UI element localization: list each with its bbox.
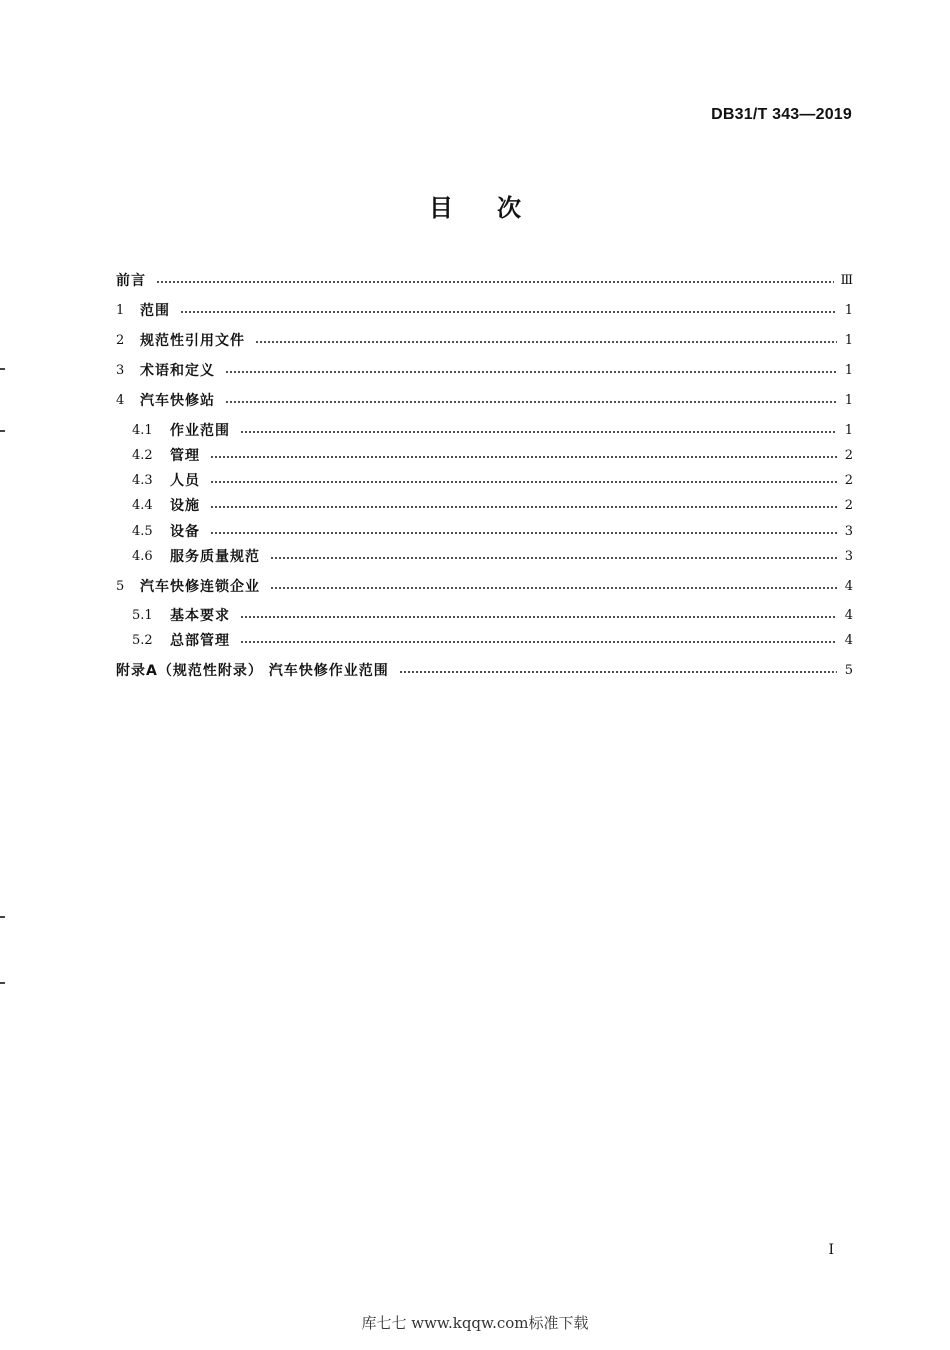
scan-margin-mark (0, 368, 5, 370)
toc-page: 3 (844, 523, 853, 539)
toc-entry-5-2[interactable] (132, 629, 853, 651)
toc-number: 5.2 (132, 632, 153, 648)
dot-leader (180, 311, 837, 313)
toc-label: 作业范围 (170, 423, 230, 439)
toc-number: 3 (116, 362, 125, 378)
toc-page: 1 (844, 302, 853, 318)
dot-leader (255, 341, 837, 343)
toc-label: 基本要求 (170, 608, 230, 624)
scan-margin-mark (0, 982, 5, 984)
toc-number: 2 (116, 332, 125, 348)
toc-page: 1 (844, 392, 853, 408)
dot-leader (156, 281, 834, 283)
toc-page: 1 (844, 422, 853, 438)
toc-number: 4.3 (132, 472, 153, 488)
toc-entry-5[interactable] (116, 575, 853, 597)
toc-label: 人员 (170, 473, 200, 489)
toc-number: 4.2 (132, 447, 153, 463)
toc-entry-1[interactable] (116, 299, 853, 321)
toc-label: 设施 (170, 498, 200, 514)
toc-entry-4-2[interactable] (132, 444, 853, 466)
toc-label: 服务质量规范 (170, 549, 260, 565)
toc-label: 附录A（规范性附录） 汽车快修作业范围 (116, 663, 389, 679)
toc-entry-2[interactable] (116, 329, 853, 351)
scan-margin-mark (0, 916, 5, 918)
toc-entry-4-4[interactable] (132, 494, 853, 516)
toc-number: 4.1 (132, 422, 153, 438)
toc-entry-foreword[interactable] (116, 269, 853, 291)
toc-entry-4-6[interactable] (132, 545, 853, 567)
toc-page: 3 (844, 548, 853, 564)
toc-number: 4 (116, 392, 125, 408)
toc-number: 4.4 (132, 497, 153, 513)
toc-entry-4[interactable] (116, 389, 853, 411)
toc-page: 4 (844, 632, 853, 648)
dot-leader (210, 481, 837, 483)
toc-page: 4 (844, 607, 853, 623)
toc-label: 范围 (140, 303, 170, 319)
dot-leader (210, 532, 837, 534)
dot-leader (210, 456, 837, 458)
toc-entry-5-1[interactable] (132, 604, 853, 626)
standard-code: DB31/T 343—2019 (711, 106, 852, 123)
dot-leader (240, 616, 837, 618)
toc-entry-annex-a[interactable] (116, 659, 853, 681)
dot-leader (270, 557, 837, 559)
toc-page: 2 (844, 472, 853, 488)
toc-page: 1 (844, 362, 853, 378)
toc-entry-3[interactable] (116, 359, 853, 381)
toc-label: 总部管理 (170, 633, 230, 649)
dot-leader (225, 371, 837, 373)
toc-label: 规范性引用文件 (140, 333, 245, 349)
watermark-text: 库七七 www.kqqw.com标准下载 (361, 1314, 589, 1332)
toc-page: 4 (844, 578, 853, 594)
page-title: 目次 (429, 194, 565, 222)
dot-leader (270, 587, 837, 589)
toc-page: 2 (844, 447, 853, 463)
page-number: I (828, 1242, 834, 1258)
toc-number: 5.1 (132, 607, 153, 623)
dot-leader (240, 641, 837, 643)
toc-label: 汽车快修连锁企业 (140, 579, 260, 595)
toc-label: 汽车快修站 (140, 393, 215, 409)
scan-margin-mark (0, 430, 5, 432)
toc-number: 1 (116, 302, 125, 318)
toc-number: 5 (116, 578, 125, 594)
dot-leader (225, 401, 837, 403)
toc-entry-4-5[interactable] (132, 520, 853, 542)
toc-page: 2 (844, 497, 853, 513)
toc-label: 管理 (170, 448, 200, 464)
dot-leader (210, 506, 837, 508)
toc-number: 4.6 (132, 548, 153, 564)
dot-leader (399, 671, 837, 673)
toc-label: 术语和定义 (140, 363, 215, 379)
dot-leader (240, 431, 837, 433)
toc-label: 设备 (170, 524, 200, 540)
toc-page: 5 (844, 662, 853, 678)
toc-label: 前言 (116, 273, 146, 289)
toc-number: 4.5 (132, 523, 153, 539)
toc-entry-4-3[interactable] (132, 469, 853, 491)
toc-entry-4-1[interactable] (132, 419, 853, 441)
toc-page: 1 (844, 332, 853, 348)
toc-page: Ⅲ (840, 272, 853, 288)
